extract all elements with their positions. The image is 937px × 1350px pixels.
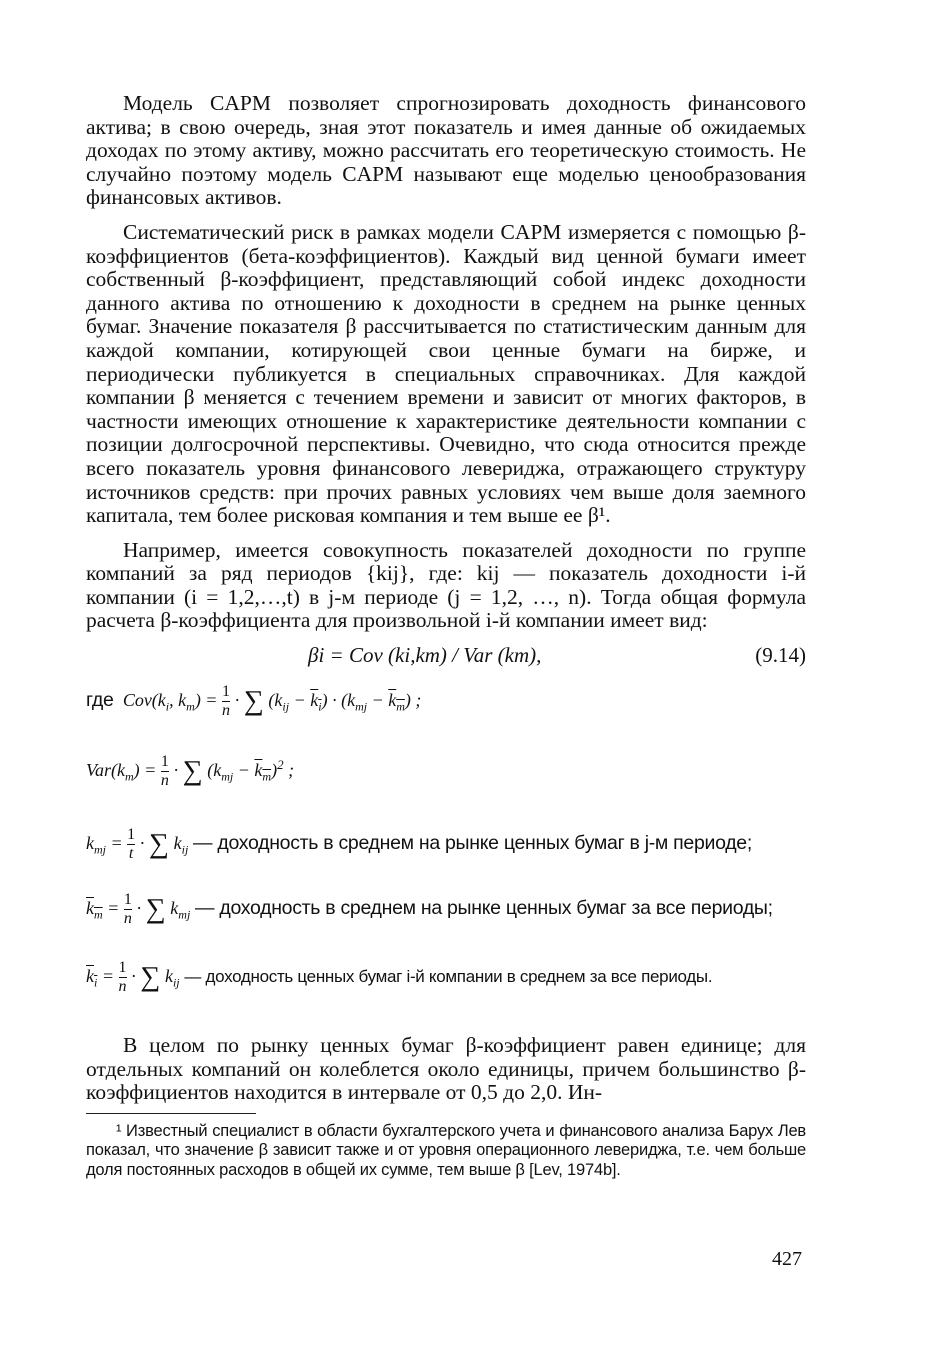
paragraph-example: Например, имеется совокупность показателей доходности по группе компаний за ряд периодов {kij}, где: kij — показатель доходности i-й компании (i = 1,2,…,t) в j-м периоде (j = 1,2, …, n). Тогда общая формула расчета β-коэффициента для произвольной i-й компании имеет вид: [86, 537, 806, 633]
where-label: где [86, 688, 114, 711]
paragraph-market-beta: В целом по рынку ценных бумаг β-коэффициент равен единице; для отдельных компаний он колеблется около единицы, причем большинство β-коэффициентов находится в интервале от 0,5 до 2,0. Ин- [86, 1033, 806, 1105]
paragraph-systematic-risk: Систематический риск в рамках модели CAPM измеряется с помощью β-коэффициентов (бета-коэффициентов). Каждый вид ценной бумаги имеет собственный β-коэффициент, представляющий собой индекс доходности данного актива по отношению к доходности в среднем на рынке ценных бумаг. Значение показателя β рассчитывается по статистическим данным для каждой компании, котирующей свои ценные бумаги на бирже, и периодически публикуется в специальных справочниках. Для каждой компании β меняется с течением времени и зависит от многих факторов, в частности имеющих отношение к характеристике деятельности компании с позиции долгосрочной перспективы. Очевидно, что сюда относится прежде всего показатель уровня финансового левериджа, отражающего структуру источников средств: при прочих равных условиях чем выше доля заемного капитала, тем более рисковая компания и тем выше ее β¹. [86, 219, 806, 528]
ki-bar-definition: $k_i$ = $\frac{1}{n}$ · ∑ $k_{ij}$ — доходность ценных бумаг i-й компании в среднем за все периоды. [86, 959, 713, 996]
km-bar-definition: $k_m$ = $\frac{1}{n}$ · ∑ $k_{mj}$ — доходность в среднем на рынке ценных бумаг за все периоды; [86, 891, 773, 928]
kmj-definition: $k_{mj}$ = $\frac{1}{t}$ · ∑ $k_{ij}$ — доходность в среднем на рынке ценных бумаг в j-м периоде; [86, 826, 752, 863]
ki-bar-description: — доходность ценных бумаг i-й компании в среднем за все периоды. [184, 966, 713, 986]
beta-formula [86, 641, 806, 671]
formula-definitions [86, 671, 806, 1016]
page-number: 427 [772, 1248, 802, 1270]
var-definition: $Var(k_m)$ = $\frac{1}{n}$ · ∑ $(k_{mj} - k_m)^2$ ; [86, 753, 295, 790]
footnote: ¹ Известный специалист в области бухгалтерского учета и финансового анализа Барух Лев показал, что значение β зависит также и от уровня операционного левериджа, т.е. чем больше доля постоянных расходов в общей их сумме, тем выше β [Lev, 1974b]. [86, 1121, 807, 1179]
page-body [86, 92, 806, 1197]
beta-formula-expression: βi = Cov (ki,km) / Var (km), [308, 643, 542, 668]
footnote-divider [86, 1113, 256, 1114]
km-bar-description: — доходность в среднем на рынке ценных бумаг за все периоды; [195, 896, 773, 919]
paragraph-capm-intro: Модель CAPM позволяет спрогнозировать доходность финансового актива; в свою очередь, зная этот показатель и имея данные об ожидаемых доходах по этому активу, можно рассчитать его теоретическую стоимость. Не случайно поэтому модель CAPM называют еще моделью ценообразования финансовых активов. [86, 91, 806, 210]
kmj-description: — доходность в среднем на рынке ценных бумаг в j-м периоде; [193, 831, 752, 854]
cov-definition: где $Cov(k_i$, $k_m$) = $\frac{1}{n}$ · ∑ $(k_{ij} - k_i) \cdot (k_{mj} - k_m)$ ; [86, 683, 422, 720]
formula-number: (9.14) [755, 643, 806, 668]
